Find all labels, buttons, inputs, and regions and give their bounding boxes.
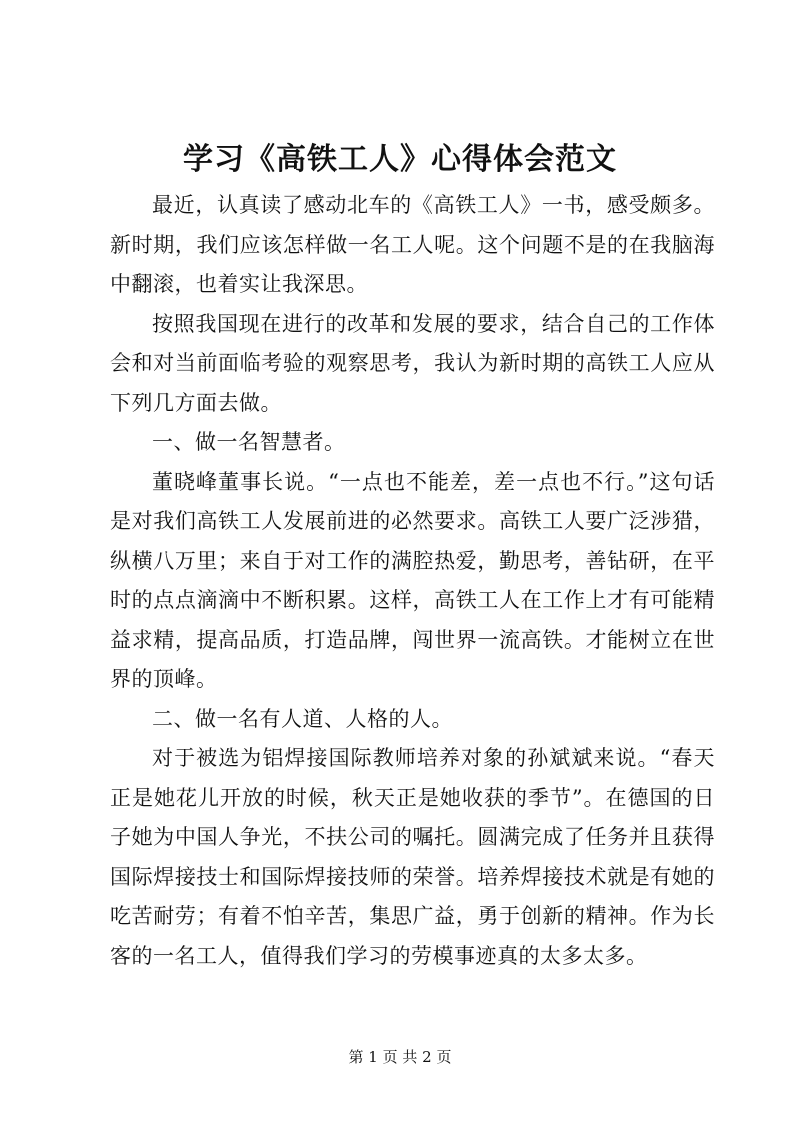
paragraph-3: 董晓峰董事长说。“一点也不能差，差一点也不行。”这句话是对我们高铁工人发展前进的必然要求。高铁工人要广泛涉猎，纵横八万里；来自于对工作的满腔热爱，勤思考，善钻研，在平时的点点滴滴中不断积累。这样，高铁工人在工作上才有可能精益求精，提高品质，打造品牌，闯世界一流高铁。才能树立在世界的顶峰。 <box>110 469 715 691</box>
page-footer: 第 1 页 共 2 页 <box>348 1048 452 1066</box>
section-heading-1: 一、做一名智慧者。 <box>152 430 346 454</box>
paragraph-4: 对于被选为铝焊接国际教师培养对象的孙斌斌来说。“春天正是她花儿开放的时候，秋天正是她收获的季节”。在德国的日子她为中国人争光，不扶公司的嘱托。圆满完成了任务并且获得国际焊接技士和国际焊接技师的荣誉。培养焊接技术就是有她的吃苦耐劳；有着不怕辛苦，集思广益，勇于创新的精神。作为长客的一名工人，值得我们学习的劳模事迹真的太多太多。 <box>110 746 715 968</box>
document-body <box>110 186 715 976</box>
paragraph-1: 最近，认真读了感动北车的《高铁工人》一书，感受颇多。新时期，我们应该怎样做一名工人呢。这个问题不是的在我脑海中翻滚，也着实让我深思。 <box>110 193 715 296</box>
document-title: 学习《高铁工人》心得体会范文 <box>183 142 617 177</box>
section-heading-2: 二、做一名有人道、人格的人。 <box>152 706 453 731</box>
paragraph-2: 按照我国现在进行的改革和发展的要求，结合自己的工作体会和对当前面临考验的观察思考，我认为新时期的高铁工人应从下列几方面去做。 <box>110 311 715 415</box>
